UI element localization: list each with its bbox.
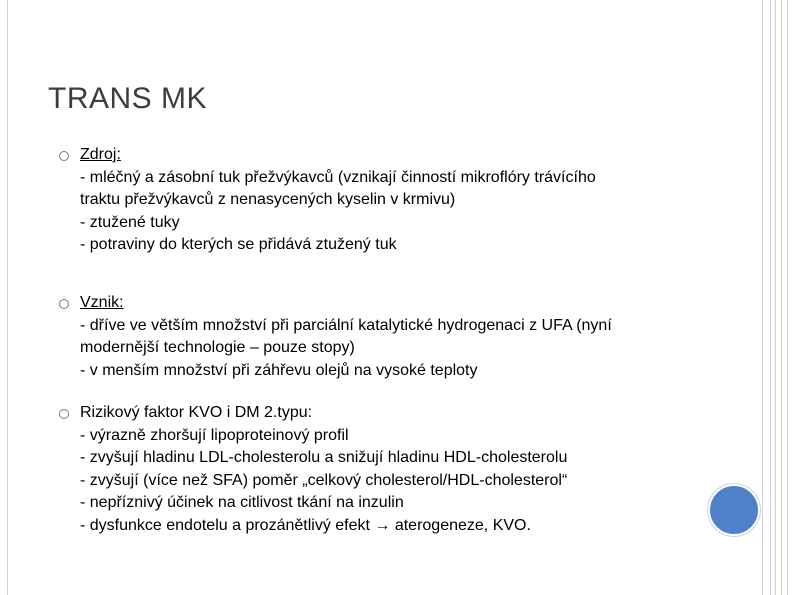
bullet-line: - v menším množství při záhřevu olejů na vysoké teploty <box>80 361 478 379</box>
decorative-circle-icon <box>708 484 760 536</box>
bullet-source <box>80 144 596 257</box>
bullet-heading: Vznik: <box>80 294 124 311</box>
decorative-rail <box>770 0 771 595</box>
bullet-heading: Rizikový faktor KVO i DM 2.typu: <box>80 404 313 421</box>
bullet-line: modernější technologie – pouze stopy) <box>80 339 355 356</box>
decorative-rail <box>781 0 782 595</box>
bullet-marker-icon <box>59 151 69 161</box>
bullet-marker-icon <box>59 409 69 419</box>
bullet-line: - dysfunkce endotelu a prozánětlivý efekt → aterogeneze, KVO. <box>80 516 531 534</box>
bullet-line: - výrazně zhoršují lipoproteinový profil <box>80 426 349 444</box>
slide-title: TRANS MK <box>48 82 208 115</box>
bullet-line: - potraviny do kterých se přidává ztužený tuk <box>80 236 397 253</box>
decorative-rail <box>775 0 776 595</box>
bullet-line: - mléčný a zásobní tuk přežvýkavců (vznikají činností mikroflóry trávícího <box>80 168 596 186</box>
decorative-rail <box>787 0 788 595</box>
bullet-marker-icon <box>59 299 69 309</box>
bullet-line: - ztužené tuky <box>80 213 180 231</box>
bullet-risk-factor <box>80 402 567 537</box>
bullet-line: - zvyšují hladinu LDL-cholesterolu a snižují hladinu HDL-cholesterolu <box>80 449 568 466</box>
bullet-line: traktu přežvýkavců z nenasycených kyselin v krmivu) <box>80 191 456 208</box>
bullet-line: - nepříznivý účinek na citlivost tkání na inzulin <box>80 494 404 511</box>
bullet-line: - dříve ve větším množství při parciální katalytické hydrogenaci z UFA (nyní <box>80 316 612 334</box>
bullet-origin <box>80 292 612 382</box>
bullet-line: - zvyšují (více než SFA) poměr „celkový cholesterol/HDL-cholesterol“ <box>80 471 568 489</box>
bullet-heading: Zdroj: <box>80 146 121 163</box>
